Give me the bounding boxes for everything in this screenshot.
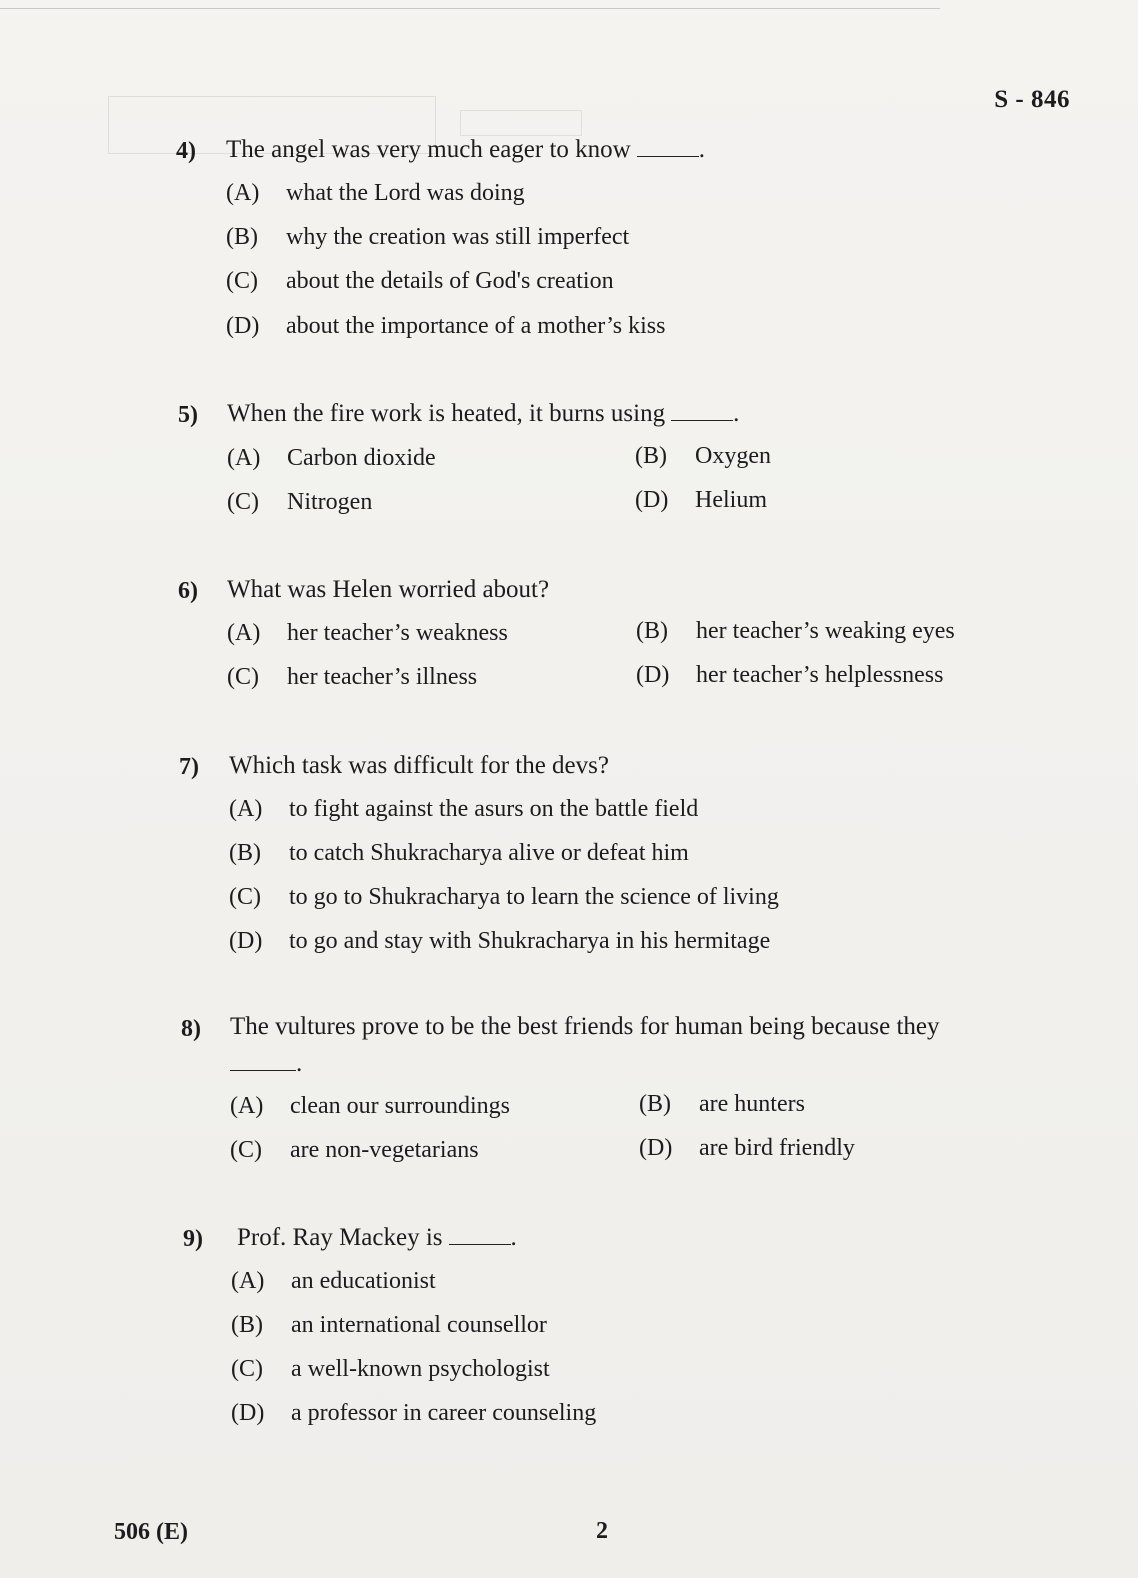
answer-blank: [449, 1226, 511, 1245]
page-number: 2: [596, 1518, 608, 1544]
option-c: (C) Nitrogen: [227, 489, 373, 515]
question-number: 8): [181, 1016, 201, 1042]
option-b: (B) her teacher’s weaking eyes: [636, 618, 955, 644]
question-text: When the fire work is heated, it burns using .: [227, 400, 740, 427]
question-number: 4): [176, 138, 196, 164]
option-d: (D) are bird friendly: [639, 1135, 855, 1161]
question-number: 9): [183, 1226, 203, 1252]
option-a: (A) clean our surroundings: [230, 1093, 510, 1119]
question-text: Which task was difficult for the devs?: [229, 752, 609, 779]
option-c: (C) to go to Shukracharya to learn the science of living: [229, 884, 779, 910]
answer-blank: [230, 1052, 296, 1071]
option-a: (A) what the Lord was doing: [226, 180, 525, 206]
answer-blank: [671, 402, 733, 421]
question-text: Prof. Ray Mackey is .: [237, 1224, 517, 1251]
question-number: 5): [178, 402, 198, 428]
option-a: (A) her teacher’s weakness: [227, 620, 508, 646]
scan-edge-line: [0, 8, 940, 9]
paper-series-code: S - 846: [994, 86, 1070, 113]
answer-blank-line: .: [230, 1050, 302, 1078]
option-a: (A) an educationist: [231, 1268, 436, 1294]
answer-blank: [637, 138, 699, 157]
question-number: 6): [178, 578, 198, 604]
option-a: (A) to fight against the asurs on the battle field: [229, 796, 699, 822]
footer-paper-code: 506 (E): [114, 1519, 188, 1545]
bleed-through-mark: [460, 110, 582, 136]
question-number: 7): [179, 754, 199, 780]
option-b: (B) an international counsellor: [231, 1312, 547, 1338]
question-text: What was Helen worried about?: [227, 576, 550, 603]
option-b: (B) are hunters: [639, 1091, 805, 1117]
option-c: (C) about the details of God's creation: [226, 268, 614, 294]
question-text: The vultures prove to be the best friends for human being because they: [230, 1013, 940, 1040]
option-d: (D) Helium: [635, 487, 767, 513]
option-c: (C) her teacher’s illness: [227, 664, 478, 690]
option-b: (B) why the creation was still imperfect: [226, 224, 630, 250]
option-c: (C) are non-vegetarians: [230, 1137, 479, 1163]
option-d: (D) to go and stay with Shukracharya in his hermitage: [229, 928, 771, 954]
option-d: (D) about the importance of a mother’s kiss: [226, 313, 666, 339]
question-text: The angel was very much eager to know .: [226, 136, 705, 163]
option-d: (D) her teacher’s helplessness: [636, 662, 944, 688]
option-a: (A) Carbon dioxide: [227, 445, 436, 471]
option-c: (C) a well-known psychologist: [231, 1356, 550, 1382]
option-d: (D) a professor in career counseling: [231, 1400, 597, 1426]
option-b: (B) Oxygen: [635, 443, 771, 469]
option-b: (B) to catch Shukracharya alive or defeat him: [229, 840, 689, 866]
